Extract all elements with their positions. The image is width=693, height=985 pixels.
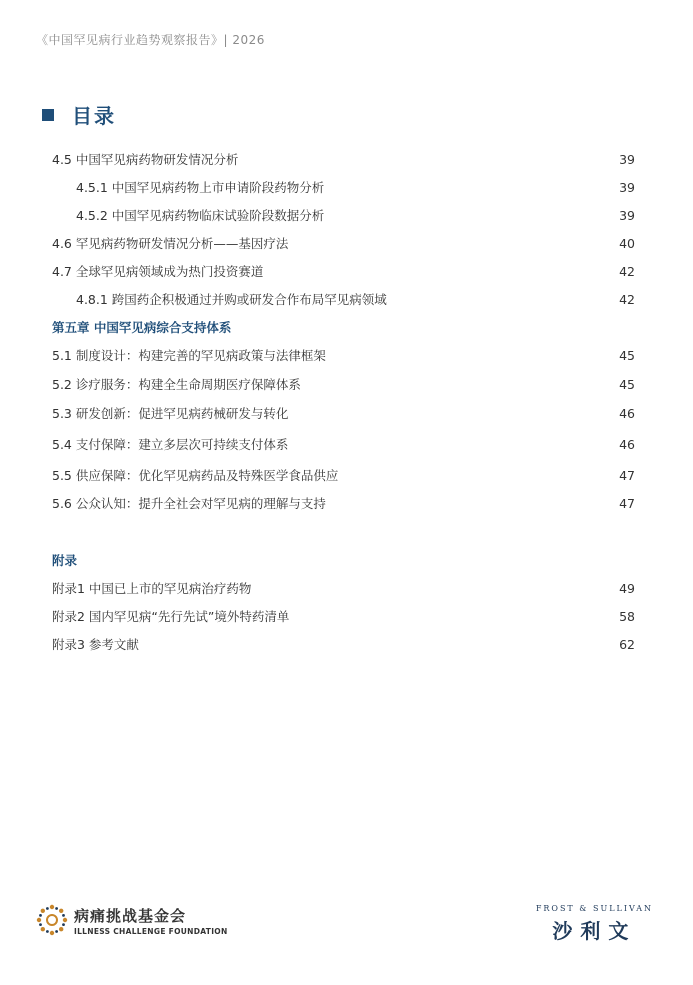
toc-entry-page: 42 — [619, 264, 635, 279]
toc-entry-page: 47 — [619, 496, 635, 511]
toc-chapter-label: 第五章 中国罕见病综合支持体系 — [52, 320, 232, 335]
sunburst-logo-icon — [36, 904, 68, 936]
toc-entry[interactable] — [0, 178, 693, 198]
toc-entry-page: 39 — [619, 180, 635, 195]
toc-entry[interactable] — [0, 466, 693, 486]
toc-entry-label: 5.4 支付保障：建立多层次可持续支付体系 — [52, 437, 289, 452]
toc-entry[interactable] — [0, 435, 693, 455]
toc-entry-page: 46 — [619, 437, 635, 452]
toc-entry-label: 5.2 诊疗服务：构建全生命周期医疗保障体系 — [52, 377, 301, 392]
toc-entry-page: 62 — [619, 637, 635, 652]
toc-entry-label: 附录1 中国已上市的罕见病治疗药物 — [52, 581, 252, 596]
toc-entry-label: 4.6 罕见病药物研发情况分析——基因疗法 — [52, 236, 289, 251]
foundation-name-en: ILLNESS CHALLENGE FOUNDATION — [74, 926, 228, 936]
frost-sullivan-name-cn: 沙利文 — [552, 919, 637, 943]
toc-entry-label: 5.6 公众认知：提升全社会对罕见病的理解与支持 — [52, 496, 326, 511]
square-bullet-icon — [42, 109, 54, 121]
toc-entry[interactable] — [0, 262, 693, 282]
toc-entry-page: 46 — [619, 406, 635, 421]
toc-entry-label: 4.5 中国罕见病药物研发情况分析 — [52, 152, 239, 167]
toc-chapter-heading[interactable] — [0, 551, 693, 571]
toc-entry-page: 45 — [619, 348, 635, 363]
toc-entry-page: 40 — [619, 236, 635, 251]
toc-chapter-heading[interactable] — [0, 318, 693, 338]
toc-entry[interactable] — [0, 290, 693, 310]
toc-entry[interactable] — [0, 375, 693, 395]
toc-entry-page: 47 — [619, 468, 635, 483]
toc-entry[interactable] — [0, 607, 693, 627]
toc-entry[interactable] — [0, 234, 693, 254]
toc-entry-label: 5.3 研发创新：促进罕见病药械研发与转化 — [52, 406, 289, 421]
toc-entry[interactable] — [0, 150, 693, 170]
toc-entry-page: 39 — [619, 208, 635, 223]
toc-entry-label: 4.8.1 跨国药企积极通过并购或研发合作布局罕见病领域 — [76, 292, 387, 307]
toc-entry-label: 附录3 参考文献 — [52, 637, 139, 652]
toc-entry-label: 5.1 制度设计：构建完善的罕见病政策与法律框架 — [52, 348, 326, 363]
toc-entry-page: 39 — [619, 152, 635, 167]
toc-entry-page: 58 — [619, 609, 635, 624]
toc-entry[interactable] — [0, 346, 693, 366]
toc-entry-label: 4.7 全球罕见病领域成为热门投资赛道 — [52, 264, 264, 279]
toc-entry[interactable] — [0, 206, 693, 226]
toc-entry[interactable] — [0, 635, 693, 655]
foundation-name-cn: 病痛挑战基金会 — [74, 906, 187, 925]
running-header: 《中国罕见病行业趋势观察报告》| 2026 — [36, 33, 265, 47]
toc-entry-label: 4.5.2 中国罕见病药物临床试验阶段数据分析 — [76, 208, 325, 223]
toc-entry-label: 4.5.1 中国罕见病药物上市申请阶段药物分析 — [76, 180, 325, 195]
toc-chapter-label: 附录 — [52, 553, 78, 568]
toc-entry-page: 45 — [619, 377, 635, 392]
toc-entry[interactable] — [0, 579, 693, 599]
toc-title: 目录 — [72, 104, 116, 128]
toc-heading — [42, 100, 116, 129]
toc-entry[interactable] — [0, 404, 693, 424]
toc-entry[interactable] — [0, 494, 693, 514]
illness-challenge-foundation-logo — [36, 904, 228, 936]
frost-sullivan-logo — [536, 904, 653, 944]
toc-entry-page: 42 — [619, 292, 635, 307]
frost-sullivan-name-en: FROST & SULLIVAN — [535, 904, 653, 913]
toc-entry-label: 附录2 国内罕见病“先行先试”境外特药清单 — [52, 609, 290, 624]
toc-entry-label: 5.5 供应保障：优化罕见病药品及特殊医学食品供应 — [52, 468, 339, 483]
toc-entry-page: 49 — [619, 581, 635, 596]
